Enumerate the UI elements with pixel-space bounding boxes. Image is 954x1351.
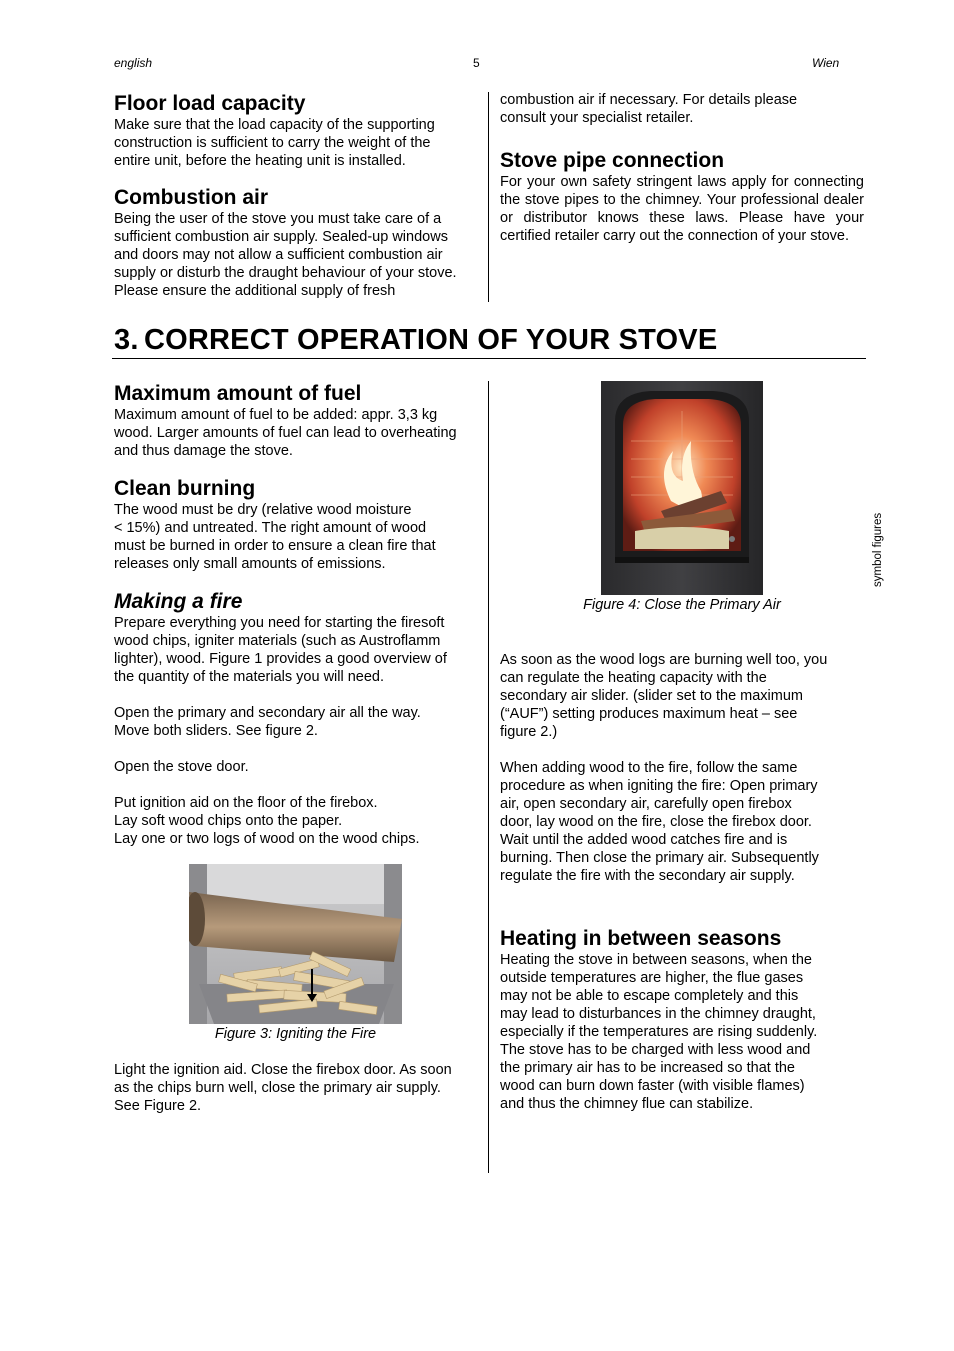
right-text-line: figure 2.) [500,724,558,740]
stove-pipe-heading: Stove pipe connection [500,149,725,172]
making-fire-line: wood chips, igniter materials (such as Austroflamm [114,633,441,649]
making-fire-line: Lay soft wood chips onto the paper. [114,813,343,829]
seasons-line: especially if the temperatures are rising suddenly. [500,1024,818,1040]
clean-burning-line: releases only small amounts of emissions. [114,556,386,572]
top-column-divider [488,92,489,302]
seasons-heading: Heating in between seasons [500,927,782,950]
stove-pipe-text: For your own safety stringent laws apply for connecting the stove pipes to the chimney. Your professional dealer or distributor knows these laws. Please have your certified retailer carry out the connection of your stove. [500,174,864,244]
figure-3-image [189,864,402,1024]
right-text-line: Wait until the added wood catches fire and is [500,832,788,848]
combustion-air-heading: Combustion air [114,186,269,209]
firebox-with-wood-chips-photo-icon [189,864,402,1024]
seasons-line: outside temperatures are higher, the flue gases [500,970,804,986]
combustion-air-line: supply or disturb the draught behaviour of your stove. [114,265,457,281]
clean-burning-line: < 15%) and untreated. The right amount of wood [114,520,427,536]
combustion-air-line: Please ensure the additional supply of fresh [114,283,396,299]
making-fire-line: Open the primary and secondary air all the way. [114,705,421,721]
making-fire-line: Put ignition aid on the floor of the firebox. [114,795,378,811]
combustion-air-line: sufficient combustion air supply. Sealed-up windows [114,229,448,245]
chapter-rule [112,358,866,359]
clean-burning-line: The wood must be dry (relative wood moisture [114,502,412,518]
stove-fire-photo-icon [601,381,763,595]
making-fire-heading: Making a fire [114,590,243,613]
floor-load-line: Make sure that the load capacity of the supporting [114,117,435,133]
making-fire-line: Lay one or two logs of wood on the wood chips. [114,831,420,847]
right-text-line: (“AUF”) setting produces maximum heat – see [500,706,798,722]
clean-burning-heading: Clean burning [114,477,256,500]
seasons-line: wood can burn down faster (with visible flames) [500,1078,805,1094]
right-text-line: can regulate the heating capacity with the [500,670,767,686]
max-fuel-heading: Maximum amount of fuel [114,382,362,405]
figure-3-caption: Figure 3: Igniting the Fire [214,1026,377,1042]
floor-load-heading: Floor load capacity [114,92,306,115]
combustion-air-line: Being the user of the stove you must take care of a [114,211,442,227]
making-fire-line: Move both sliders. See figure 2. [114,723,318,739]
chapter-number: 3. [114,324,139,356]
continuation-line: combustion air if necessary. For details please [500,92,798,108]
right-text-line: As soon as the wood logs are burning well too, you [500,652,828,668]
left-column [114,382,484,848]
seasons-line: Heating the stove in between seasons, when the [500,952,812,968]
right-text-line: regulate the fire with the secondary air supply. [500,868,795,884]
right-text-line: air, open secondary air, carefully open firebox [500,796,792,812]
right-text-line: procedure as when igniting the fire: Open primary [500,778,818,794]
main-column-divider [488,381,489,1173]
max-fuel-line: Maximum amount of fuel to be added: appr. 3,3 kg [114,407,438,423]
page-number: 5 [473,56,480,70]
making-fire-line: Prepare everything you need for starting the firesoft [114,615,445,631]
figure-4-caption: Figure 4: Close the Primary Air [583,597,781,613]
seasons-line: the primary air has to be increased so that the [500,1060,795,1076]
right-column [500,651,864,885]
floor-load-line: entire unit, before the heating unit is installed. [114,153,406,169]
right-text-line: burning. Then close the primary air. Subsequently [500,850,819,866]
header-model: Wien [812,56,840,70]
seasons-line: may not be able to escape completely and this [500,988,799,1004]
max-fuel-line: and thus damage the stove. [114,443,293,459]
after-figure-3-text [114,1061,484,1115]
right-text-line: secondary air slider. (slider set to the maximum [500,688,803,704]
seasons-line: and thus the chimney flue can stabilize. [500,1096,754,1112]
making-fire-line: Light the ignition aid. Close the firebox door. As soon [114,1062,452,1078]
max-fuel-line: wood. Larger amounts of fuel can lead to overheating [114,425,457,441]
seasons-line: The stove has to be charged with less wood and [500,1042,811,1058]
clean-burning-line: must be burned in order to ensure a clean fire that [114,538,436,554]
right-text-line: door, lay wood on the fire, close the firebox door. [500,814,812,830]
making-fire-line: the quantity of the materials you will need. [114,669,385,685]
combustion-air-line: and doors may not allow a sufficient combustion air [114,247,443,263]
header-language: english [114,56,153,70]
chapter-title: CORRECT OPERATION OF YOUR STOVE [144,324,718,356]
figure-4-image [601,381,763,595]
making-fire-line: as the chips burn well, close the primary air supply. [114,1080,441,1096]
making-fire-line: lighter), wood. Figure 1 provides a good overview of [114,651,447,667]
continuation-line: consult your specialist retailer. [500,110,694,126]
right-text-line: When adding wood to the fire, follow the same [500,760,798,776]
making-fire-line: Open the stove door. [114,759,249,775]
seasons-section [500,927,864,1113]
floor-load-line: construction is sufficient to carry the weight of the [114,135,431,151]
seasons-line: may lead to disturbances in the chimney draught, [500,1006,816,1022]
side-note: symbol figures [872,512,884,587]
top-right-column [500,91,864,245]
making-fire-line: See Figure 2. [114,1098,202,1114]
top-left-column [114,92,484,300]
